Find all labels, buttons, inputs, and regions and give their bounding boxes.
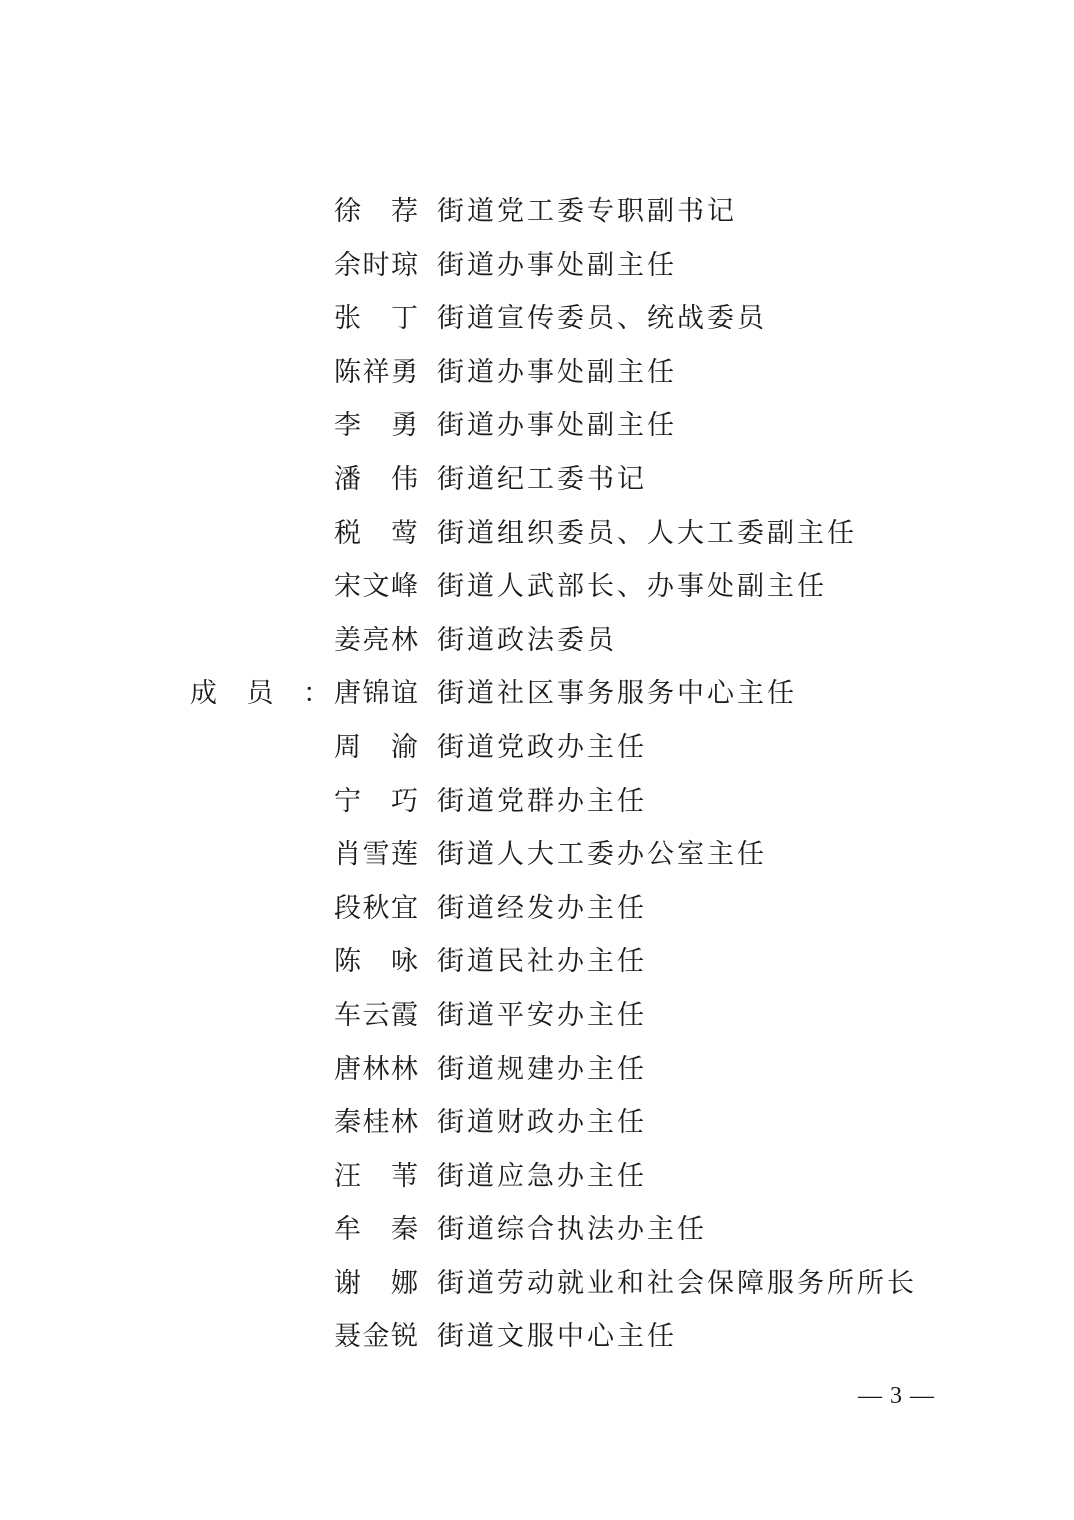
group-label: 成 员 ： [190,678,330,710]
member-name: 李 勇 [334,410,418,442]
member-name: 聂 金 锐 [334,1321,418,1353]
roster-row [0,1043,1074,1097]
roster-row [0,667,1074,721]
member-name: 宋 文 峰 [334,571,418,603]
member-title: 街道综合执法办主任 [437,1214,707,1246]
roster-row [0,346,1074,400]
page-number: — 3 — [858,1383,935,1409]
member-name: 汪 苇 [334,1160,418,1192]
member-name: 徐 荐 [334,196,418,227]
member-title: 街道纪工委书记 [437,463,647,495]
member-name: 肖 雪 莲 [334,839,418,871]
roster-row [0,1150,1074,1204]
member-name: 税 莺 [334,517,418,549]
roster-row [0,185,1074,239]
roster-row [0,399,1074,453]
member-name: 陈 祥 勇 [334,356,418,388]
member-name: 陈 咏 [334,946,418,978]
member-name: 姜 亮 林 [334,624,418,656]
member-title: 街道党政办主任 [437,731,647,763]
roster-row [0,775,1074,829]
member-name: 唐 锦 谊 [334,678,418,710]
roster-row [0,292,1074,346]
member-title: 街道民社办主任 [437,946,647,978]
member-title: 街道办事处副主任 [437,410,677,442]
member-title: 街道人大工委办公室主任 [437,839,767,871]
member-title: 街道办事处副主任 [437,249,677,281]
roster-row [0,1096,1074,1150]
member-roster [0,185,1074,1364]
member-title: 街道政法委员 [437,624,617,656]
member-name: 宁 巧 [334,785,418,817]
member-title: 街道社区事务服务中心主任 [437,678,797,710]
member-name: 余 时 琼 [334,249,418,281]
roster-row [0,721,1074,775]
roster-row [0,989,1074,1043]
member-title: 街道办事处副主任 [437,356,677,388]
roster-row [0,882,1074,936]
member-name: 唐 林 林 [334,1053,418,1085]
member-name: 牟 秦 [334,1214,418,1246]
member-title: 街道党工委专职副书记 [437,196,737,227]
member-title: 街道宣传委员、统战委员 [437,303,767,335]
member-title: 街道财政办主任 [437,1107,647,1139]
roster-row [0,1203,1074,1257]
member-name: 段 秋 宜 [334,892,418,924]
roster-row [0,560,1074,614]
member-title: 街道经发办主任 [437,892,647,924]
member-title: 街道组织委员、人大工委副主任 [437,517,857,549]
roster-row [0,507,1074,561]
member-title: 街道规建办主任 [437,1053,647,1085]
roster-row [0,1310,1074,1364]
member-title: 街道党群办主任 [437,785,647,817]
roster-row [0,614,1074,668]
member-title: 街道文服中心主任 [437,1321,677,1353]
roster-row [0,453,1074,507]
member-title: 街道平安办主任 [437,999,647,1031]
member-name: 谢 娜 [334,1267,418,1299]
member-name: 秦 桂 林 [334,1107,418,1139]
member-name: 潘 伟 [334,463,418,495]
roster-row [0,828,1074,882]
roster-row [0,935,1074,989]
roster-row [0,239,1074,293]
member-name: 车 云 霞 [334,999,418,1031]
member-title: 街道应急办主任 [437,1160,647,1192]
roster-row [0,1257,1074,1311]
member-title: 街道劳动就业和社会保障服务所所长 [437,1267,917,1299]
member-name: 张 丁 [334,303,418,335]
member-name: 周 渝 [334,731,418,763]
member-title: 街道人武部长、办事处副主任 [437,571,827,603]
